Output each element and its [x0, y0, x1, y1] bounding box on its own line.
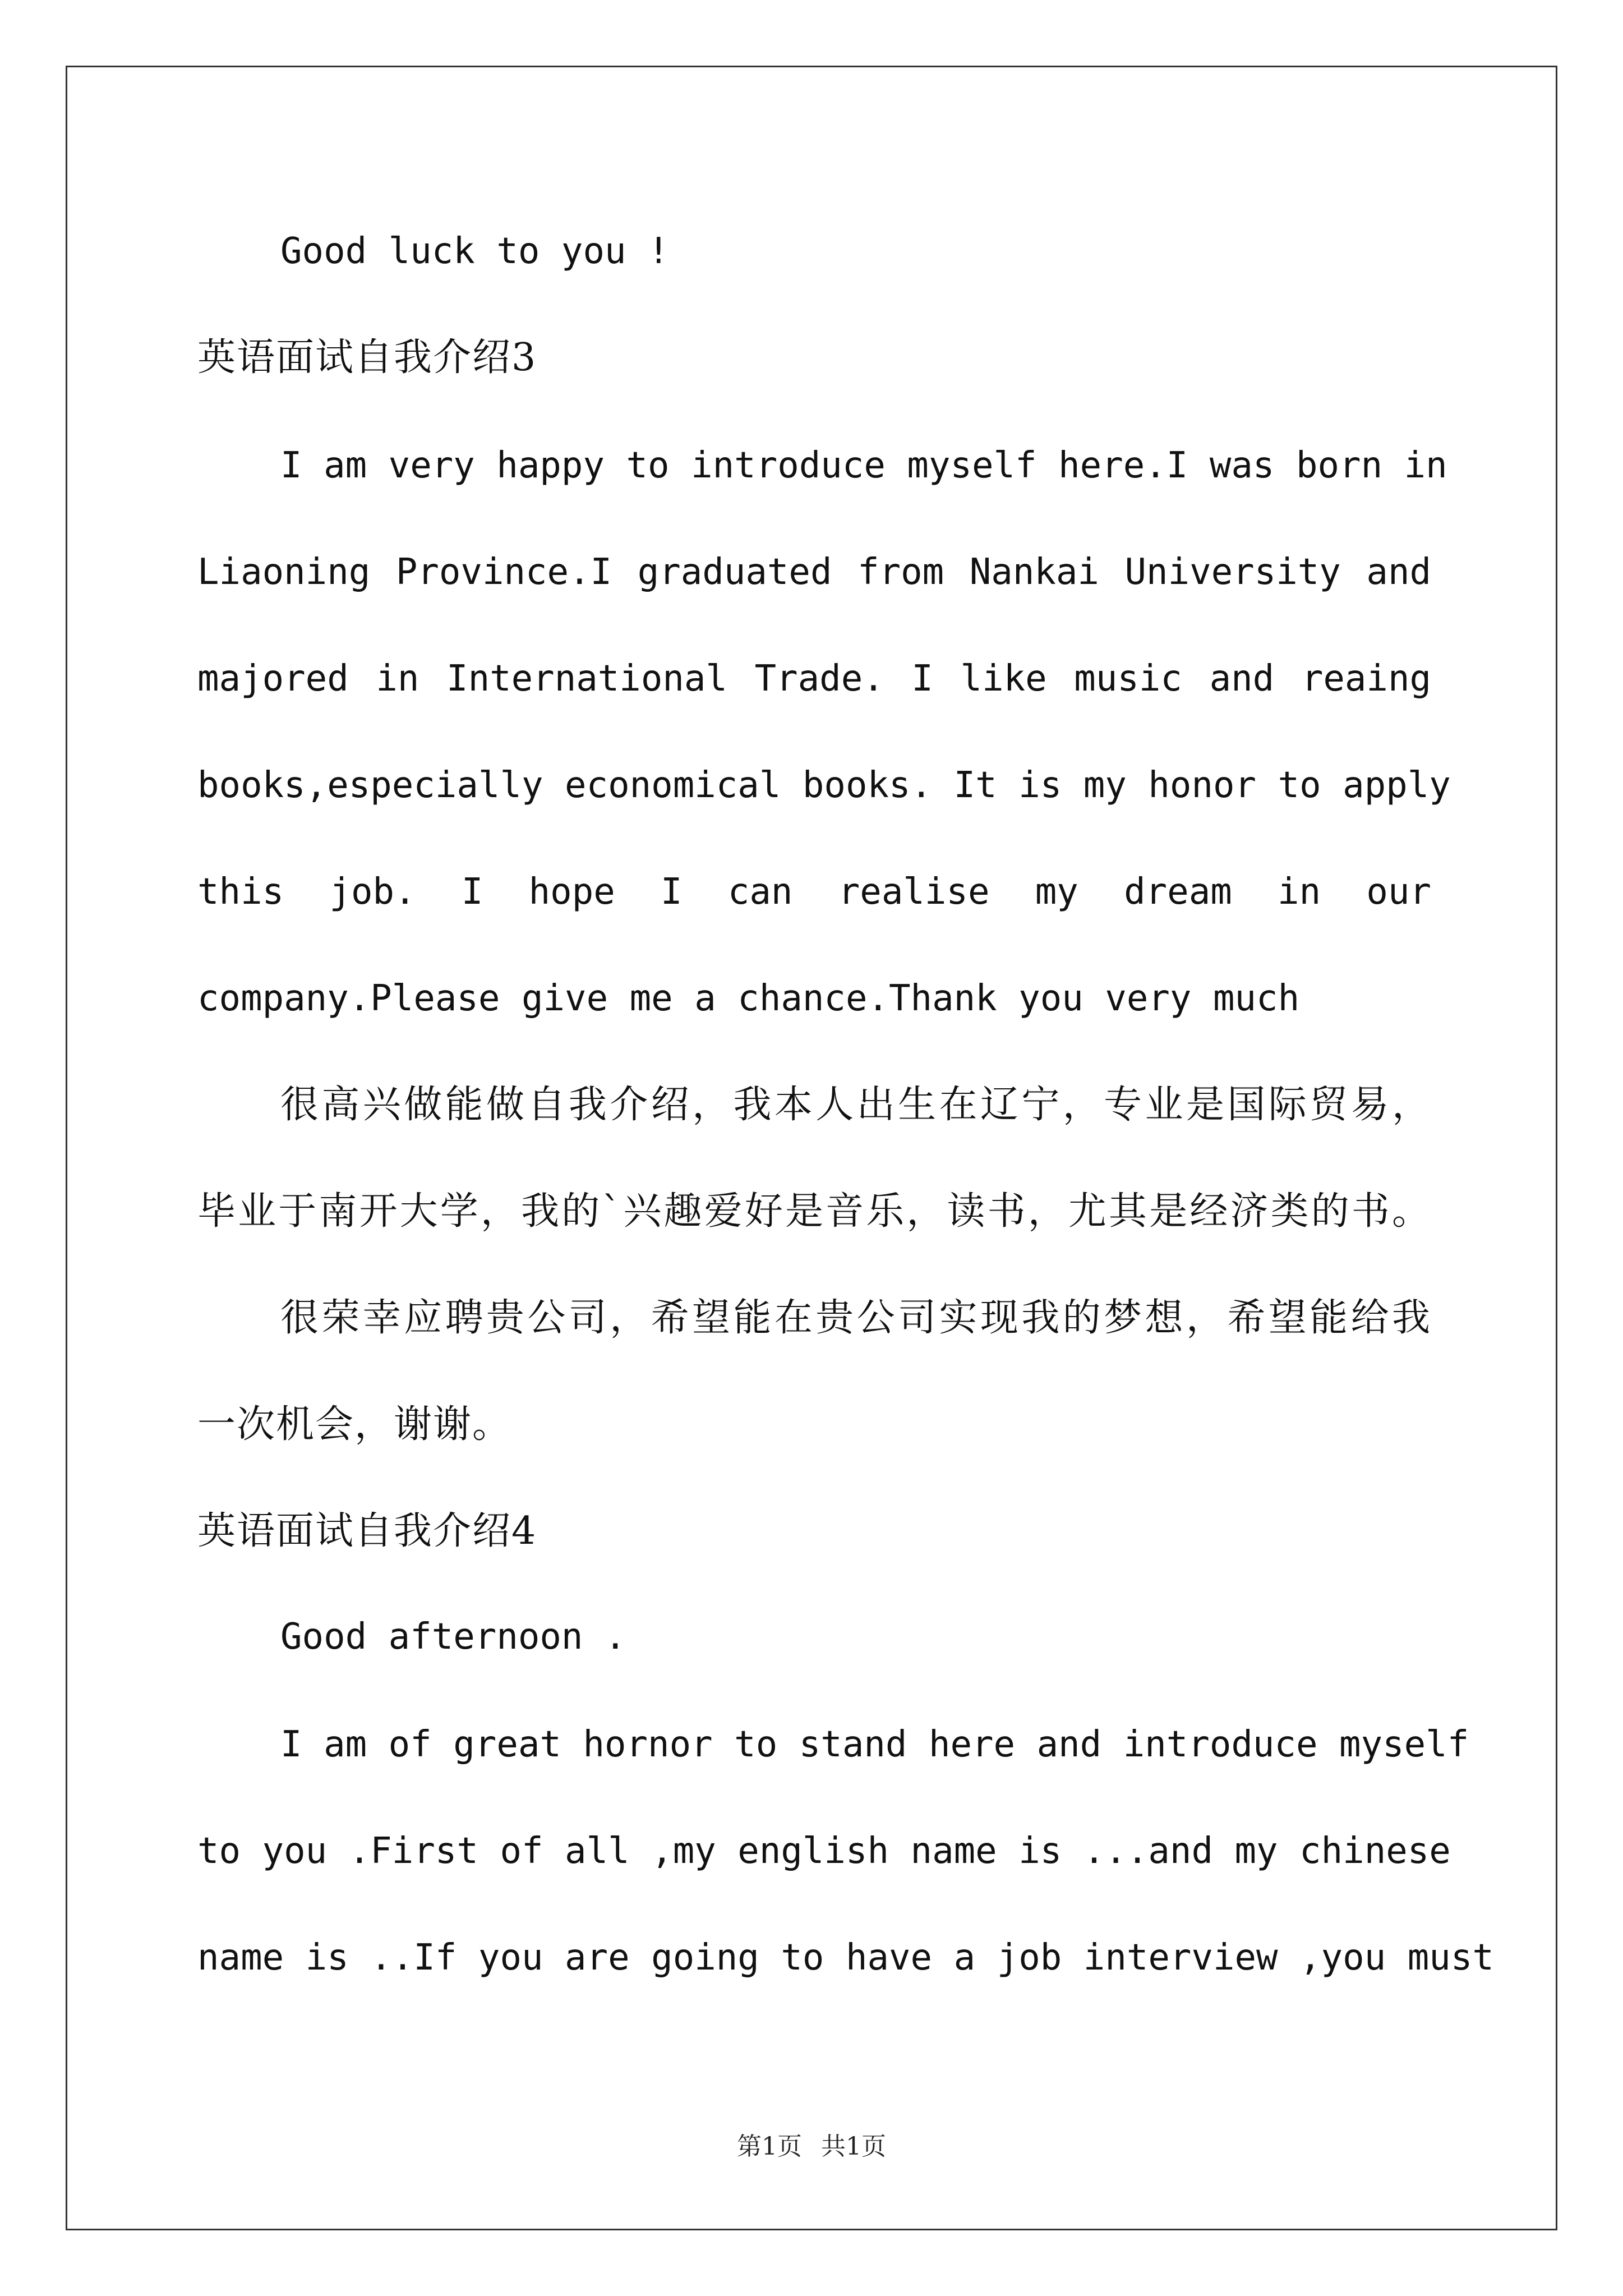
section-heading-3: 英语面试自我介绍3	[197, 335, 537, 380]
page-border	[66, 66, 1557, 2230]
paragraph-line: I am very happy to introduce myself here.I was born in	[280, 445, 1447, 486]
paragraph-line: Liaoning Province.I graduated from Nankai University and	[197, 551, 1431, 593]
page-number-footer: 第1页 共1页	[737, 2132, 886, 2161]
paragraph-line: this job. I hope I can realise my dream in our	[197, 871, 1431, 913]
paragraph-line: majored in International Trade. I like music and reaing	[197, 658, 1431, 700]
paragraph-line: name is ..If you are going to have a job interview ,you must	[197, 1937, 1494, 1978]
section-heading-4: 英语面试自我介绍4	[197, 1509, 537, 1553]
closing-line: Good luck to you !	[280, 231, 670, 272]
paragraph-line: books,especially economical books. It is my honor to apply	[197, 765, 1451, 806]
paragraph-line: to you .First of all ,my english name is ...and my chinese	[197, 1830, 1451, 1872]
greeting-line: Good afternoon .	[280, 1616, 626, 1658]
paragraph-line: 很高兴做能做自我介绍，我本人出生在辽宁，专业是国际贸易，	[280, 1083, 1431, 1127]
paragraph-line: I am of great hornor to stand here and introduce myself	[280, 1724, 1469, 1765]
paragraph-line: 一次机会，谢谢。	[197, 1402, 512, 1447]
paragraph-line: company.Please give me a chance.Thank you very much	[197, 978, 1300, 1019]
paragraph-line: 毕业于南开大学，我的`兴趣爱好是音乐，读书，尤其是经济类的书。	[197, 1189, 1431, 1234]
paragraph-line: 很荣幸应聘贵公司，希望能在贵公司实现我的梦想，希望能给我	[280, 1296, 1431, 1340]
